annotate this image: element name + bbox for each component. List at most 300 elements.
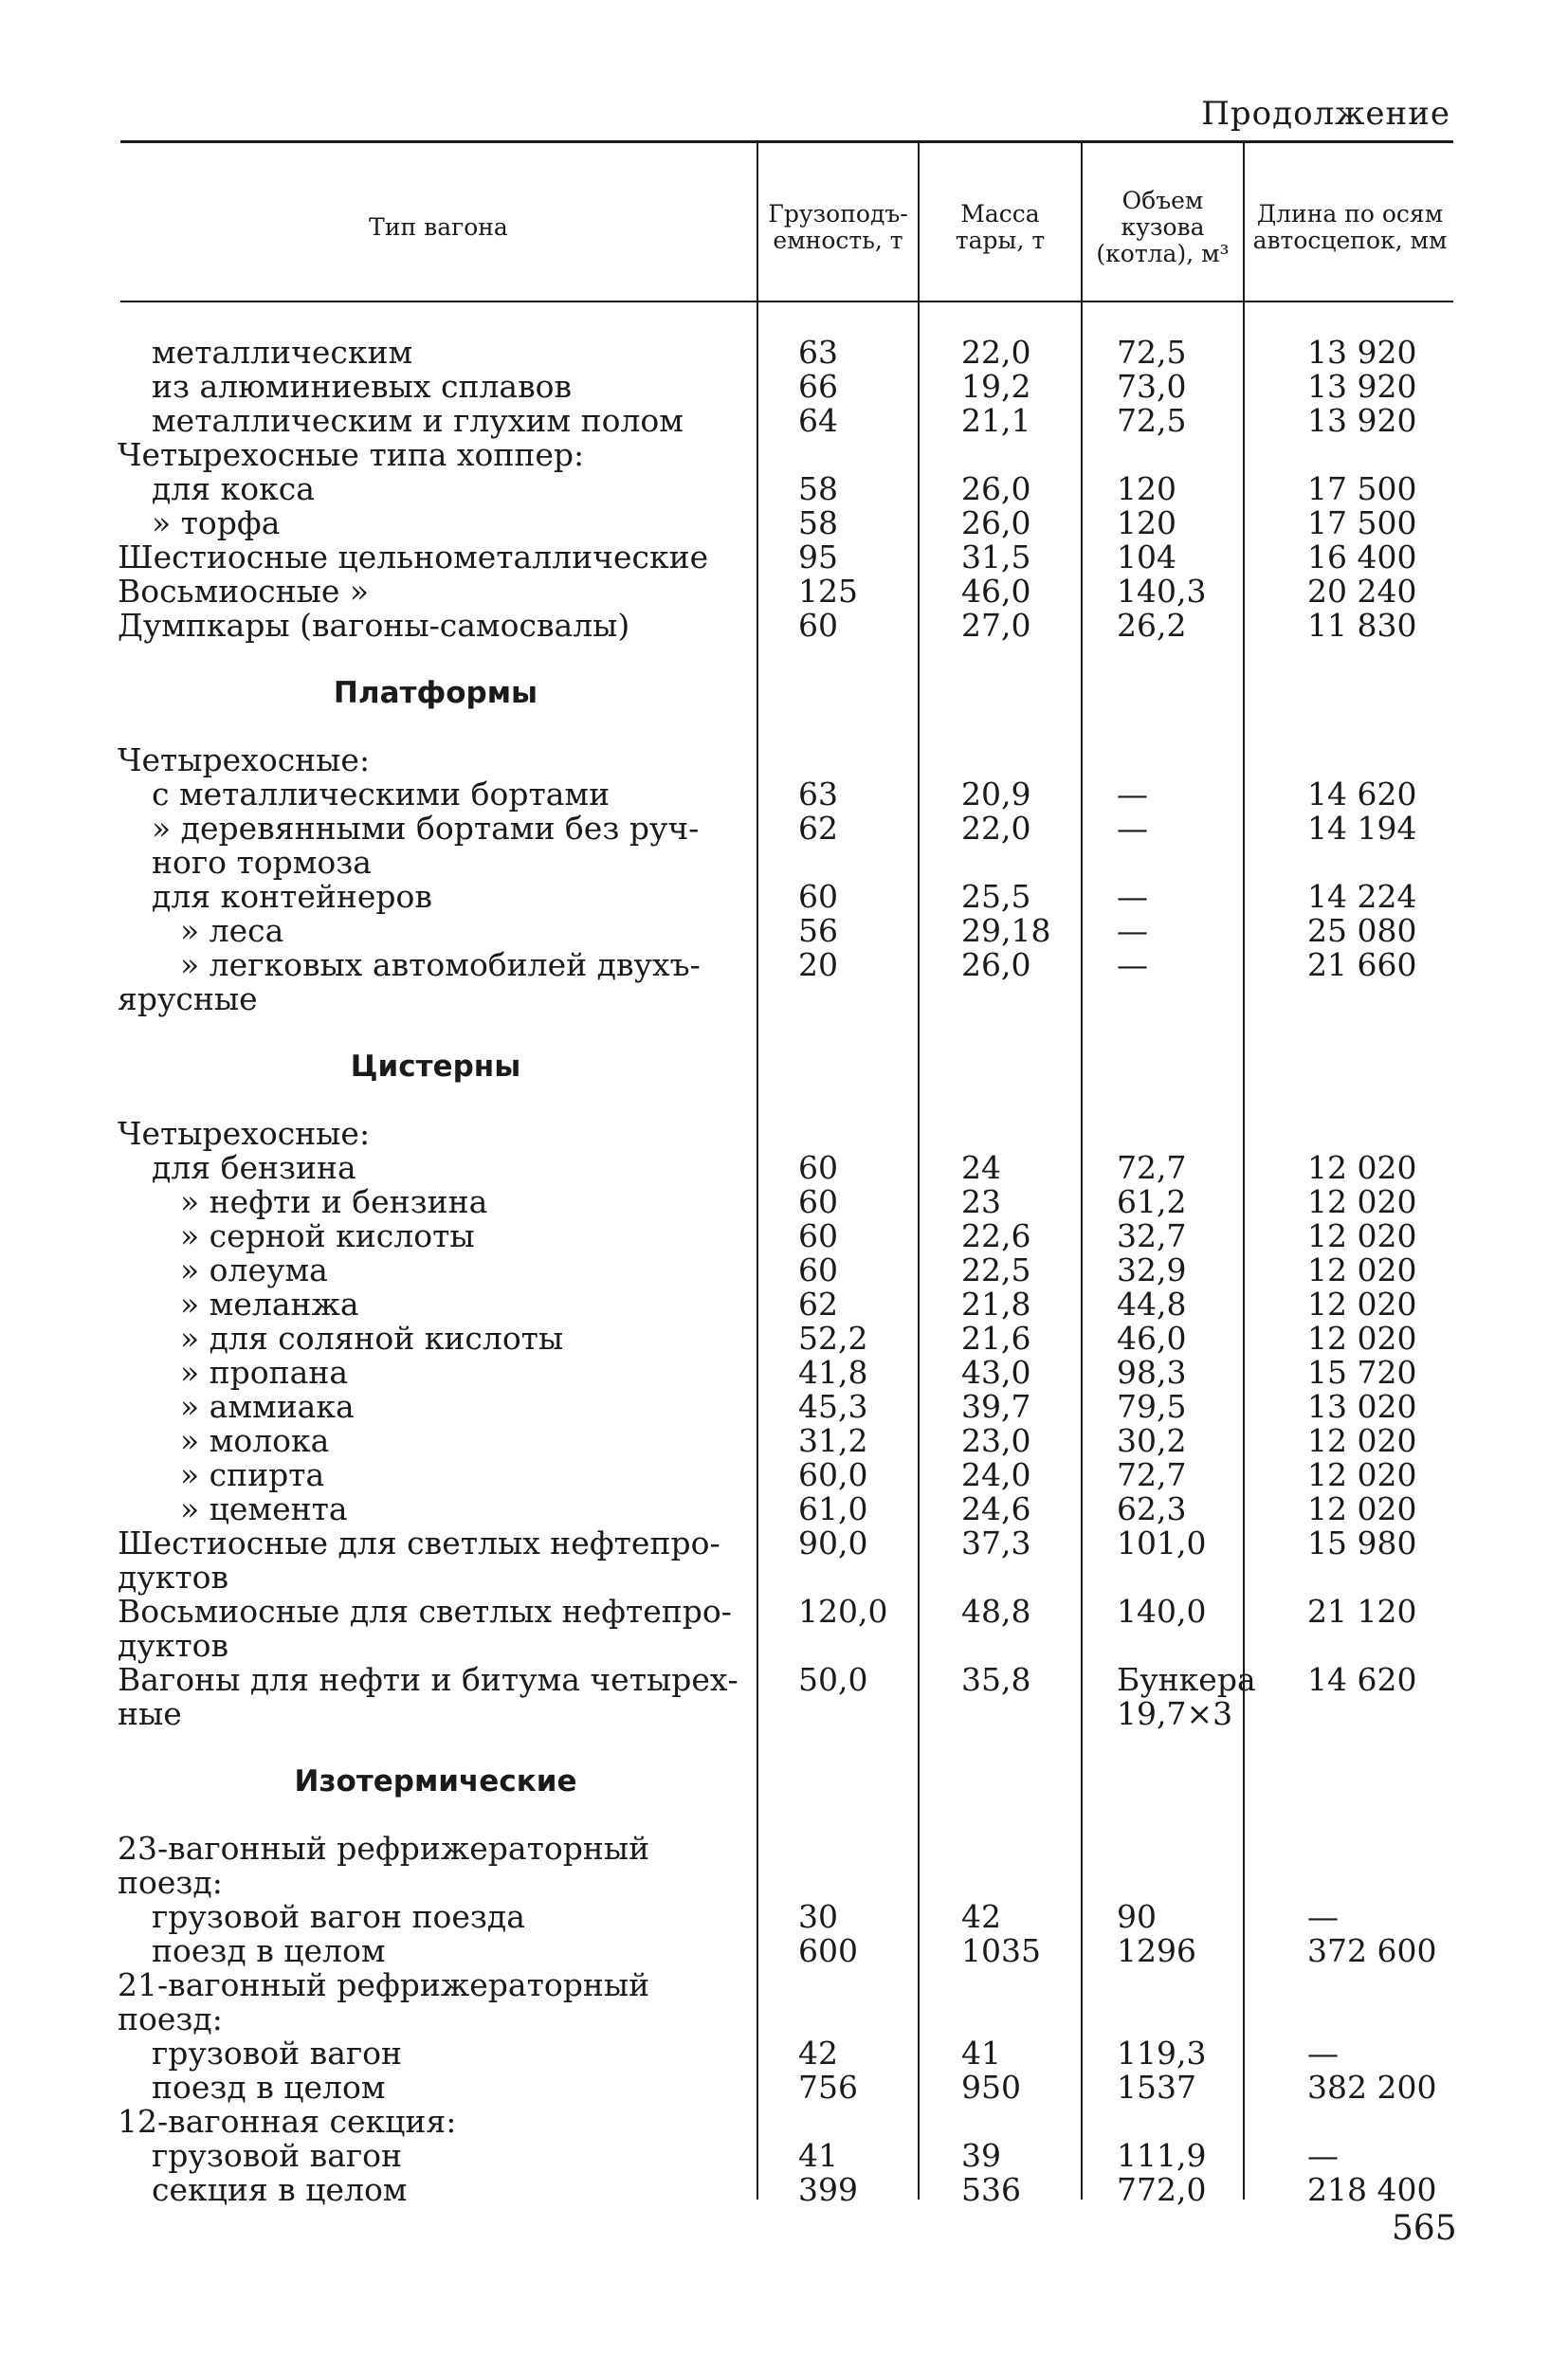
cell-volume [1079,743,1241,777]
table-row [0,472,1568,506]
table-row [0,2173,1568,2207]
cell-tare: 43,0 [961,1354,1031,1391]
cell-length: 12 020 [1307,1286,1417,1323]
cell-volume: 140,3 [1117,573,1207,610]
cell-type [118,1900,755,1934]
cell-capacity: 61,0 [798,1490,868,1527]
cell-type [118,404,755,438]
table-body [0,336,1568,2207]
cell-tare [916,2105,1079,2139]
table-row [0,1151,1568,1185]
cell-volume: — [1117,810,1148,847]
cell-capacity: 20 [798,946,838,983]
cell-volume: 1537 [1117,2069,1196,2106]
table-row [0,914,1568,948]
cell-tare: 29,18 [961,912,1051,949]
cell-type-text: грузовой вагон поезда [152,1898,525,1935]
cell-length: 12 020 [1307,1149,1417,1186]
table-row [0,743,1568,777]
cell-type [118,1287,755,1322]
cell-volume: 101,0 [1117,1525,1207,1561]
cell-capacity: 60 [798,1183,838,1220]
cell-capacity: 30 [798,1898,838,1935]
table-row [0,2139,1568,2173]
cell-tare [916,1561,1079,1595]
cell-length: 20 240 [1307,573,1417,610]
cell-type-text: » цемента [180,1490,348,1527]
table-row [0,438,1568,472]
cell-tare: 22,0 [961,810,1031,847]
cell-length: 372 600 [1307,1932,1437,1969]
cell-type-text: » аммиака [180,1388,355,1425]
cell-type [118,743,755,777]
table-row [0,1219,1568,1253]
cell-capacity: 41,8 [798,1354,868,1391]
cell-tare: 20,9 [961,776,1031,813]
cell-length [1241,2105,1451,2139]
cell-capacity: 120,0 [798,1593,888,1630]
cell-volume: 72,7 [1117,1149,1187,1186]
table-row [0,2036,1568,2071]
cell-volume [1079,982,1241,1016]
cell-type-text: секция в целом [152,2171,408,2208]
cell-tare [916,1697,1079,1731]
cell-type [118,1390,755,1424]
cell-type [118,982,755,1016]
cell-capacity: 52,2 [798,1320,868,1357]
cell-type [118,1185,755,1219]
cell-capacity: 95 [798,539,838,575]
cell-type [118,1595,755,1629]
cell-type [118,472,755,506]
cell-type [118,1458,755,1492]
cell-capacity: 60,0 [798,1456,868,1493]
cell-capacity: 50,0 [798,1661,868,1698]
cell-volume: 44,8 [1117,1286,1187,1323]
cell-type [118,1629,755,1663]
cell-length: 14 224 [1307,878,1417,915]
cell-tare: 24,6 [961,1490,1031,1527]
cell-tare [916,1968,1079,2036]
cell-capacity: 63 [798,334,838,371]
cell-type [118,1968,755,2036]
table-row [0,1458,1568,1492]
cell-tare [916,982,1079,1016]
cell-type [118,1561,755,1595]
table-row [0,846,1568,880]
cell-length: 12 020 [1307,1320,1417,1357]
cell-length: 11 830 [1307,607,1417,644]
cell-volume: 111,9 [1117,2137,1207,2174]
cell-capacity [755,982,916,1016]
cell-capacity [755,1832,916,1900]
cell-type-text: Четырехосные типа хоппер: [118,436,585,473]
cell-type-text: дуктов [118,1559,229,1596]
cell-tare: 22,6 [961,1217,1031,1254]
cell-tare [916,1117,1079,1151]
cell-capacity: 60 [798,607,838,644]
cell-tare [916,1832,1079,1900]
cell-type [118,1322,755,1356]
cell-type [118,1492,755,1526]
cell-length: 13 920 [1307,334,1417,371]
cell-capacity: 62 [798,1286,838,1323]
table-row [0,1424,1568,1458]
cell-capacity: 31,2 [798,1422,868,1459]
cell-tare: 950 [961,2069,1021,2106]
table-row [0,506,1568,540]
cell-type [118,1219,755,1253]
cell-volume [1079,1832,1241,1900]
cell-length: 12 020 [1307,1217,1417,1254]
cell-type [118,1663,755,1697]
cell-capacity [755,846,916,880]
cell-type [118,609,755,643]
cell-type [118,336,755,370]
cell-volume: — [1117,912,1148,949]
cell-volume: 62,3 [1117,1490,1187,1527]
cell-length: 382 200 [1307,2069,1437,2106]
cell-type-text: ного тормоза [152,844,372,881]
table-row [0,1697,1568,1731]
cell-volume: 119,3 [1117,2035,1207,2072]
cell-type-text: для бензина [152,1149,356,1186]
cell-volume: 32,9 [1117,1251,1187,1288]
cell-tare: 31,5 [961,539,1031,575]
cell-volume [1079,1117,1241,1151]
cell-volume: 72,7 [1117,1456,1187,1493]
header-bottom-rule [120,301,1453,302]
cell-type [118,1117,755,1151]
cell-type-text: » деревянными бортами без руч- [152,810,700,847]
cell-type-text: для кокса [152,470,315,507]
cell-volume: 140,0 [1117,1593,1207,1630]
cell-type-text: грузовой вагон [152,2035,403,2072]
cell-tare [916,743,1079,777]
cell-type [118,370,755,404]
cell-capacity: 42 [798,2035,838,2072]
cell-tare: 23 [961,1183,1001,1220]
cell-length [1241,438,1451,472]
cell-length [1241,1697,1451,1731]
cell-volume [1079,1561,1241,1595]
header-type: Тип вагона [369,213,508,241]
cell-tare [916,438,1079,472]
cell-type [118,1356,755,1390]
cell-capacity [755,2105,916,2139]
cell-tare: 22,0 [961,334,1031,371]
cell-tare: 19,2 [961,368,1031,405]
cell-volume: 120 [1117,504,1176,541]
cell-tare: 25,5 [961,878,1031,915]
cell-volume [1079,438,1241,472]
cell-type [118,575,755,609]
cell-type-text: 12-вагонная секция: [118,2103,457,2140]
cell-volume [1079,1629,1241,1663]
table-row [0,404,1568,438]
cell-capacity: 56 [798,912,838,949]
cell-type [118,1832,755,1900]
cell-type-text: Шестиосные для светлых нефтепро- [118,1525,720,1561]
cell-type-text: » торфа [152,504,281,541]
cell-type [118,948,755,982]
cell-length [1241,1629,1451,1663]
cell-length: 17 500 [1307,504,1417,541]
cell-length: — [1307,1898,1339,1935]
cell-type-text: Вагоны для нефти и битума четырех- [118,1661,738,1698]
cell-capacity: 66 [798,368,838,405]
cell-volume: 120 [1117,470,1176,507]
table-row [0,812,1568,846]
cell-capacity [755,1561,916,1595]
cell-capacity: 399 [798,2171,858,2208]
cell-capacity [755,1968,916,2036]
cell-capacity: 63 [798,776,838,813]
cell-length: 218 400 [1307,2171,1437,2208]
table-row [0,1832,1568,1900]
table-row [0,948,1568,982]
cell-type-text: » нефти и бензина [180,1183,488,1220]
table-row [0,1253,1568,1287]
cell-length: 13 920 [1307,368,1417,405]
cell-length: 14 194 [1307,810,1417,847]
cell-length: — [1307,2035,1339,2072]
cell-capacity [755,1117,916,1151]
cell-type-text: дуктов [118,1627,229,1664]
cell-tare: 23,0 [961,1422,1031,1459]
cell-tare: 24,0 [961,1456,1031,1493]
cell-type-text: Четырехосные: [118,1115,371,1152]
cell-capacity: 45,3 [798,1388,868,1425]
cell-length: — [1307,2137,1339,2174]
cell-capacity: 64 [798,402,838,439]
cell-type [118,2173,755,2207]
cell-type [118,812,755,846]
cell-length [1241,846,1451,880]
cell-type [118,777,755,812]
cell-volume: 26,2 [1117,607,1187,644]
cell-type [118,846,755,880]
cell-type-text: » меланжа [180,1286,359,1323]
cell-type-text: с металлическими бортами [152,776,611,813]
cell-length [1241,1968,1451,2036]
cell-tare: 21,1 [961,402,1031,439]
cell-type [118,2139,755,2173]
cell-type-text: » пропана [180,1354,349,1391]
section-title: Цистерны [350,1050,521,1084]
cell-tare: 39,7 [961,1388,1031,1425]
cell-length: 13 920 [1307,402,1417,439]
header-capacity: Грузоподъ- емность, т [768,200,908,254]
cell-length: 14 620 [1307,1661,1417,1698]
table-row [0,336,1568,370]
table-row [0,1629,1568,1663]
table-row [0,575,1568,609]
section-title: Изотермические [294,1764,577,1799]
table-row [0,1595,1568,1629]
cell-type-text: грузовой вагон [152,2137,403,2174]
cell-volume: — [1117,878,1148,915]
cell-volume: 98,3 [1117,1354,1187,1391]
cell-type-text: Восьмиосные » [118,573,370,610]
cell-capacity: 125 [798,573,858,610]
cell-type [118,1253,755,1287]
cell-type-text: Четырехосные: [118,741,371,778]
table-row [0,1287,1568,1322]
cell-tare [916,846,1079,880]
cell-type-text: металлическим [152,334,413,371]
cell-length: 12 020 [1307,1183,1417,1220]
table-row [0,2105,1568,2139]
cell-type-text: » молока [180,1422,330,1459]
cell-type [118,2071,755,2105]
cell-capacity: 60 [798,1217,838,1254]
cell-volume: 72,5 [1117,334,1187,371]
cell-volume: 90 [1117,1898,1157,1935]
cell-type-text: поезд в целом [152,1932,386,1969]
cell-length [1241,982,1451,1016]
cell-type [118,914,755,948]
cell-volume: 772,0 [1117,2171,1207,2208]
cell-tare: 27,0 [961,607,1031,644]
cell-length: 16 400 [1307,539,1417,575]
cell-capacity: 62 [798,810,838,847]
cell-length [1241,1561,1451,1595]
cell-type [118,2105,755,2139]
cell-length: 21 120 [1307,1593,1417,1630]
cell-type [118,1151,755,1185]
cell-type-text: » леса [180,912,284,949]
cell-tare: 1035 [961,1932,1041,1969]
cell-length [1241,743,1451,777]
cell-type [118,1424,755,1458]
cell-type-text: ярусные [118,980,258,1017]
cell-tare: 26,0 [961,470,1031,507]
cell-volume: 1296 [1117,1932,1196,1969]
table-row [0,1526,1568,1561]
cell-type-text: » серной кислоты [180,1217,475,1254]
cell-volume: 79,5 [1117,1388,1187,1425]
cell-type-text: поезд в целом [152,2069,386,2106]
cell-tare: 39 [961,2137,1001,2174]
cell-volume [1079,2105,1241,2139]
cell-type-text: 23-вагонный рефрижераторный поезд: [118,1830,650,1901]
cell-type-text: » легковых автомобилей двухъ- [180,946,701,983]
cell-length: 13 020 [1307,1388,1417,1425]
cell-capacity [755,438,916,472]
table-row [0,880,1568,914]
cell-type-text: Восьмиосные для светлых нефтепро- [118,1593,732,1630]
cell-volume: 61,2 [1117,1183,1187,1220]
table-top-rule [120,140,1453,143]
header-length: Длина по осям автосцепок, мм [1252,200,1448,254]
cell-type-text: для контейнеров [152,878,432,915]
cell-type [118,438,755,472]
cell-type [118,540,755,575]
cell-volume [1079,846,1241,880]
cell-volume: — [1117,776,1148,813]
table-row [0,1663,1568,1697]
table-row [0,982,1568,1016]
table-row [0,540,1568,575]
cell-volume: 30,2 [1117,1422,1187,1459]
cell-volume: — [1117,946,1148,983]
cell-length [1241,1117,1451,1151]
cell-tare: 21,6 [961,1320,1031,1357]
table-row [0,1900,1568,1934]
cell-tare: 536 [961,2171,1021,2208]
cell-type-text: из алюминиевых сплавов [152,368,573,405]
cell-length: 15 720 [1307,1354,1417,1391]
table-row [0,2071,1568,2105]
cell-type-text: Шестиосные цельнометаллические [118,539,709,575]
cell-type-text: » для соляной кислоты [180,1320,564,1357]
cell-tare: 24 [961,1149,1001,1186]
cell-volume [1079,1968,1241,2036]
cell-volume: 72,5 [1117,402,1187,439]
cell-capacity: 60 [798,1149,838,1186]
cell-volume: Бункера [1117,1661,1256,1698]
continued-label: Продолжение [1201,95,1450,133]
cell-capacity: 600 [798,1932,858,1969]
cell-length: 25 080 [1307,912,1417,949]
cell-capacity [755,743,916,777]
table-row [0,1185,1568,1219]
cell-type [118,1934,755,1968]
cell-volume: 73,0 [1117,368,1187,405]
cell-capacity [755,1629,916,1663]
table-row [0,1390,1568,1424]
cell-tare: 37,3 [961,1525,1031,1561]
cell-volume: 46,0 [1117,1320,1187,1357]
cell-length: 15 980 [1307,1525,1417,1561]
cell-length: 14 620 [1307,776,1417,813]
cell-volume: 32,7 [1117,1217,1187,1254]
cell-type [118,1526,755,1561]
table-row [0,370,1568,404]
cell-type-text: » олеума [180,1251,328,1288]
cell-tare: 35,8 [961,1661,1031,1698]
cell-length [1241,1832,1451,1900]
cell-length: 12 020 [1307,1490,1417,1527]
table-row [0,1356,1568,1390]
cell-length: 12 020 [1307,1251,1417,1288]
cell-capacity: 41 [798,2137,838,2174]
cell-type-text: металлическим и глухим полом [152,402,684,439]
cell-type-text: ные [118,1695,182,1732]
page-number: 565 [1392,2209,1457,2248]
cell-capacity: 60 [798,878,838,915]
cell-capacity: 756 [798,2069,858,2106]
cell-tare: 42 [961,1898,1001,1935]
cell-length: 17 500 [1307,470,1417,507]
cell-tare: 22,5 [961,1251,1031,1288]
table-row [0,777,1568,812]
header-tare: Масса тары, т [955,200,1046,254]
table-row [0,1322,1568,1356]
cell-length: 12 020 [1307,1422,1417,1459]
cell-volume: 104 [1117,539,1176,575]
cell-volume: 19,7×3 [1117,1695,1233,1732]
table-row [0,1492,1568,1526]
cell-type [118,506,755,540]
table-row [0,1968,1568,2036]
cell-type-text: » спирта [180,1456,325,1493]
cell-type [118,880,755,914]
cell-type [118,2036,755,2071]
cell-capacity: 90,0 [798,1525,868,1561]
cell-capacity: 60 [798,1251,838,1288]
